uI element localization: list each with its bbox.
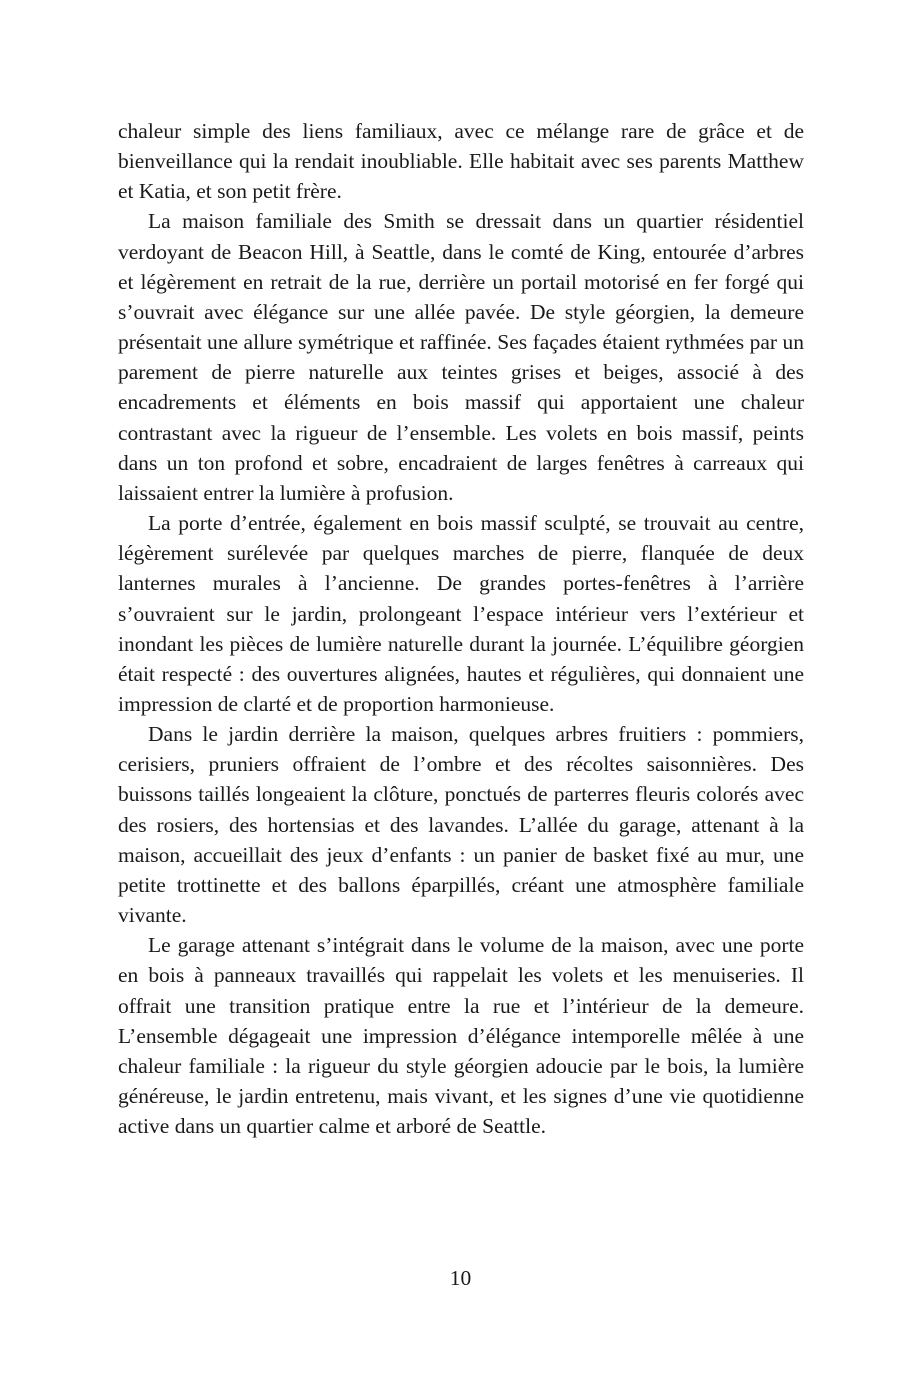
body-text (118, 116, 804, 1141)
paragraph-garage: Le garage attenant s’intégrait dans le volume de la maison, avec une porte en bois à panneaux travaillés qui rappelait les volets et les menuiseries. Il offrait une transition pratique entre la rue et l’intérieur de la demeure. L’ensemble dégageait une impression d’élégance intemporelle mêlée à une chaleur familiale : la rigueur du style géorgien adoucie par le bois, la lumière généreuse, le jardin entretenu, mais vivant, et les signes d’une vie quotidienne active dans un quartier calme et arboré de Seattle. (118, 933, 804, 1139)
paragraph-front-door: La porte d’entrée, également en bois massif sculpté, se trouvait au centre, légèrement surélevée par quelques marches de pierre, flanquée de deux lanternes murales à l’ancienne. De grandes portes-fenêtres à l’arrière s’ouvraient sur le jardin, prolongeant l’espace intérieur vers l’extérieur et inondant les pièces de lumière naturelle durant la journée. L’équilibre géorgien était respecté : des ouvertures alignées, hautes et régulières, qui donnaient une impression de clarté et de proportion harmonieuse. (118, 511, 804, 716)
paragraph-house-description: La maison familiale des Smith se dressait dans un quartier résidentiel verdoyant de Beacon Hill, à Seattle, dans le comté de King, entourée d’arbres et légèrement en retrait de la rue, derrière un portail motorisé en fer forgé qui s’ouvrait avec élégance sur une allée pavée. De style géorgien, la demeure présentait une allure symétrique et raffinée. Ses façades étaient rythmées par un parement de pierre naturelle aux teintes grises et beiges, associé à des encadrements et éléments en bois massif qui apportaient une chaleur contrastant avec la rigueur de l’ensemble. Les volets en bois massif, peints dans un ton profond et sobre, encadraient de larges fenêtres à carreaux qui laissaient entrer la lumière à profusion. (118, 209, 804, 505)
paragraph-garden: Dans le jardin derrière la maison, quelques arbres fruitiers : pommiers, cerisiers, pruniers offraient de l’ombre et des récoltes saisonnières. Des buissons taillés longeaient la clôture, ponctués de parterres fleuris colorés avec des rosiers, des hortensias et des lavandes. L’allée du garage, attenant à la maison, accueillait des jeux d’enfants : un panier de basket fixé au mur, une petite trottinette et des ballons éparpillés, créant une atmosphère familiale vivante. (118, 722, 804, 928)
paragraph-continuation: chaleur simple des liens familiaux, avec ce mélange rare de grâce et de bienveillance qui la rendait inoubliable. Elle habitait avec ses parents Matthew et Katia, et son petit frère. (118, 119, 804, 204)
page-number: 10 (449, 1266, 472, 1290)
